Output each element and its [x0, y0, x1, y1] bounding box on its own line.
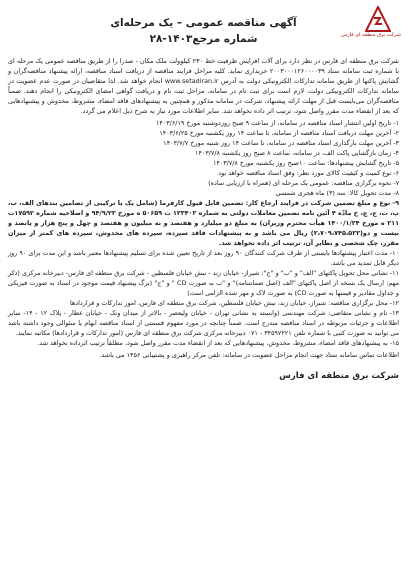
- notice-item: ۷- نحوه برگزاری مناقصه: عمومی یک مرحله ای (همراه با ارزیابی ساده): [208, 179, 399, 187]
- notice-items-list: [8, 118, 399, 348]
- notice-item: ۴- زمان بازگشایی پاکت الف، در سامانه، ساعت ۸ صبح روز یکشنبه ۱۴۰۳/۷/۸: [195, 149, 399, 157]
- company-logo-icon: [365, 6, 391, 32]
- notice-item: ۱۰- مدت اعتبار پیشنهادها بایستی از طرف شرکت کنندگان ۹۰ روز بعد از تاریخ تعیین شده برای تسلیم پیشنهادها معتبر باشد و این مدت برای ۹۰ روز دیگر قابل تمدید می باشد.: [8, 249, 400, 267]
- contact-info-paragraph: اطلاعات تماس سامانه ستاد جهت انجام مراحل عضویت در سامانه: تلفن مرکز راهبری و پشتیبانی ۱۴۵۶ می باشد.: [99, 351, 399, 359]
- company-logo: [341, 6, 401, 48]
- notice-item: ۶- نوع کمیت و کیفیت کالای مورد نظر: وفق اسناد مناقصه خواهد بود: [218, 169, 399, 177]
- notice-item: ۵- تاریخ گشایش پیشنهادها: ساعت ۱۰صبح روز یکشنبه مورخ ۱۴۰۳/۷/۸: [212, 159, 399, 167]
- notice-item: ۱۲- محل برگزاری مناقصه: شیراز، خیابان زند، نبش خیابان فلسطین، شرکت برق منطقه ای فارس، امور تدارکات و قراردادها: [69, 299, 399, 307]
- notice-reference-number: شماره مرجع۱۴۰۳-۲۸: [149, 33, 258, 45]
- notice-item: ۱۵- به پیشنهادهای فاقد امضاء، مشروط، مخدوش، پیشنهادهایی که بعد از انقضاء مدت مقرر واصل شود، مطلقاً ترتیب اثرداده نخواهد شد.: [37, 339, 399, 347]
- notice-item: ۱- تاریخ اولین انتشار اسناد مناقصه در سامانه، از ساعت ۹ صبح روزدوشنبه مورخ ۱۴۰۳/۶/۱۹: [155, 119, 399, 127]
- issuer-signature: شرکت برق منطقه ای فارس: [279, 371, 399, 381]
- notice-item: ۲- آخرین مهلت دریافت اسناد مناقصه از سامانه، تا ساعت ۱۴ روز یکشنبه مورخ ۱۴۰۳/۶/۲۵: [159, 129, 399, 137]
- notice-item: ۱۳- نام و نشانی متقاضی: شرکت مهندسی (وابسته به نشانی تهران - خیابان ولیعصر - بالاتر از میدان ونک - خیابان عطار - پلاک ۱۲ - ۱۴- سایر اطلاعات و جزئیات مربوطه در اسناد مناقصه مندرج است. ضمناً چنانچه در مورد مفهوم قسمتی از اسناد مناقصه ابهام یا سئوالی وجود داشته باشد می توانید به صورت کتبی با شماره تلفن ۳۴۵۹۷۲۲۱ - ۰۷۱ دبیرخانه مرکزی شرکت برق منطقه ای فارس (امور تدارکات و قراردادها) مکاتبه نمایند.: [8, 309, 399, 337]
- notice-title: آگهی مناقصه عمومی – یک مرحله‌ای: [110, 17, 297, 29]
- notice-item: ۱۱- نشانی محل تحویل پاکتهای "الف" و "ب" و "ج": شیراز- خیابان زند - نبش خیابان فلسطین - شرکت برق منطقه ای فارس- دبیرخانه مرکزی (ذکر مهم: ارسال یک نسخه از اصل پاکتهای "الف (اصل ضمانتنامه)" و "ب به صورت CD " و "ج" (برگ پیشنهاد قیمت موجود در اسناد به صورت فیزیکی و جداول مقادیر و قیمتها به صورت CD) به صورت لاک و مهر شده الزامی است): [8, 269, 399, 297]
- notice-intro-paragraph: شرکت برق منطقه ای فارس در نظر دارد برای آلات افزایش ظرفیت خط ۲۳۰ کیلوولت ملک مکان - صدرا را از طریق مناقصه عمومی یک مرحله ای با شماره ثبت سامانه ستاد ۲۰۰۳۰۰۰۱۲۶۰۰۰۰۳۹ خریداری نماید. کلیه مراحل فرایند مناقصه از دریافت اسناد مناقصه، ارائه پیشنهاد مناقصه‌گران و گشایش پاکتها از طریق سامانه تدارکات الکترونیکی دولت به آدرس www.setadiran.ir انجام خواهد شد. لذا متقاضیان در صورت عدم عضویت در سامانه تدارکات الکترونیکی دولت، لازم است برای ثبت نام در سامانه، مراحل ثبت نام و دریافت گواهی امضای الکترونیکی را انجام دهند. ضمناً مناقصه‌گران می‌بایست قبل از مهلت ارائه پیشنهاد، شرکت در سامانه مذکور و همچنین به پیشنهادهای فاقد امضاء، مشروط، مخدوش و پیشنهادهایی که بعد از انقضاء مدت مقرر واصل شود، ترتیب اثر داده نخواهد شد. سایر اطلاعات مورد نیاز به شرح ذیل اعلام می گردد.: [8, 57, 400, 115]
- notice-item: ۳- آخرین مهلت بارگذاری اسناد مناقصه در سامانه، تا ساعت ۱۴ روز شنبه مورخ ۱۴۰۳/۷/۷: [163, 139, 399, 147]
- company-logo-text: شرکت برق منطقه ای فارس: [341, 32, 401, 38]
- notice-item: ۸- مدت تحویل کالا: سه (۳) ماه هجری شمسی: [275, 189, 399, 197]
- notice-item: ۹- نوع و مبلغ تضمین شرکت در فرایند ارجاع کار: تضمین قابل قبول کارفرما (شامل یک یا ترکیبی از تضامین بندهای الف، ب، پ، ت، ج، چ، ح مادّه ۴ آئین نامه تضمین معاملات دولتی به شماره ۱۲۳۴۰۲ ت ۵۰۶۵۹ ه مورخ ۹۴/۹/۲۲ و اصلاحیه شماره ۱۷۵۹۲ت ۲۱۱ ه مورخ ۱۴۰۰/۱/۲۴ هیأت محترم وزیران) به مبلغ دو میلیارد و هفتصد و نه میلیون و هفتصد و چهل و پنج هزار و پانصد و بیست و دو(۲،۷۰۹،۷۴۵،۵۲۲) ریال می باشد و به پیشنهادات فاقد سپرده، سپرده های مخدوش، سپرده های کمتر از میزان مقرر، چک شخصی و نظایر آن، ترتیب اثر داده نخواهد شد.: [8, 199, 399, 247]
